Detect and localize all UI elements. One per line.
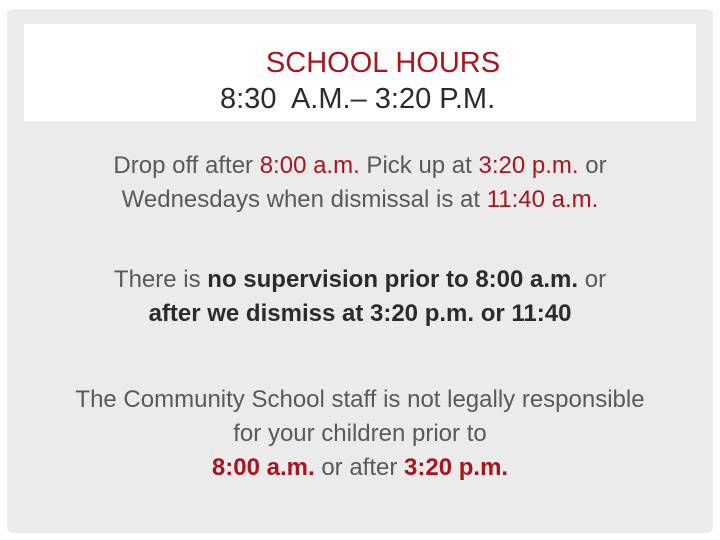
pickup-text: Pick up at [359, 152, 479, 179]
supervision-line-2: after we dismiss at 3:20 p.m. or 11:40 [148, 300, 572, 327]
liability-time-2: 3:20 p.m. [404, 454, 509, 481]
liability-line-3 [7, 451, 713, 485]
supervision-intro: There is [113, 266, 208, 293]
wednesday-time: 11:40 a.m. [486, 186, 599, 213]
dropoff-line-2 [7, 183, 713, 217]
dropoff-text: Drop off after [113, 152, 260, 179]
liability-line-1: The Community School staff is not legally responsible [75, 386, 645, 413]
supervision-or: or [578, 266, 607, 293]
supervision-line-1 [7, 263, 713, 297]
dropoff-line-1 [7, 149, 713, 183]
title-heading: SCHOOL HOURS [265, 47, 501, 79]
liability-or-after: or after [314, 454, 405, 481]
slide [7, 9, 713, 533]
title-box [24, 24, 696, 121]
dropoff-time: 8:00 a.m. [259, 152, 360, 179]
wednesday-text: Wednesdays when dismissal is at [121, 186, 487, 213]
supervision-paragraph [7, 263, 713, 331]
supervision-bold: no supervision prior to 8:00 a.m. [207, 266, 579, 293]
or-text: or [578, 152, 607, 179]
liability-line-2: for your children prior to [233, 420, 487, 447]
title-hours: 8:30 A.M.– 3:20 P.M. [220, 83, 496, 115]
liability-paragraph [7, 383, 713, 485]
liability-time-1: 8:00 a.m. [211, 454, 315, 481]
dropoff-paragraph [7, 149, 713, 217]
pickup-time: 3:20 p.m. [478, 152, 579, 179]
